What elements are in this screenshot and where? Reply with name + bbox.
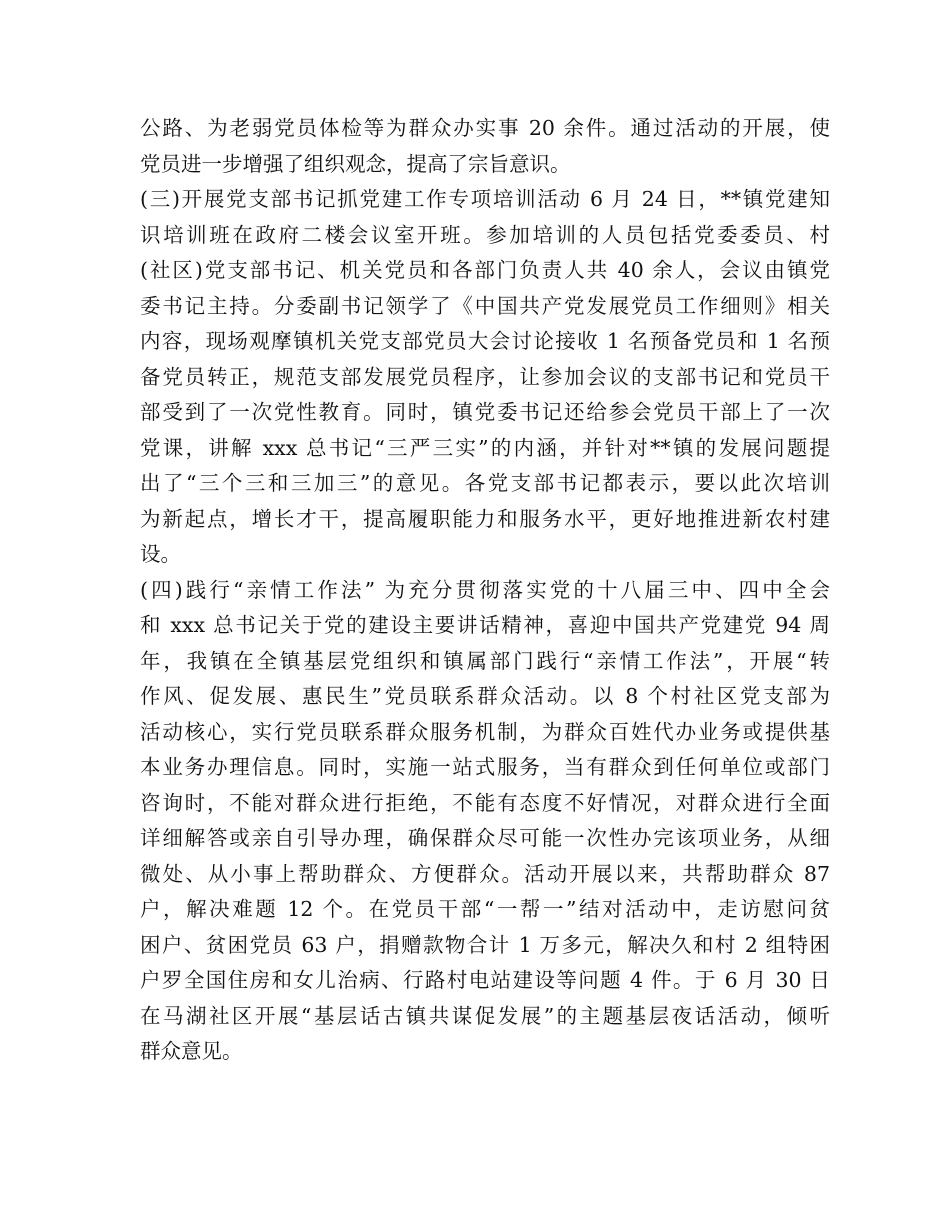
text-line: 内容，现场观摩镇机关党支部党员大会讨论接收 1 名预备党员和 1 名预 bbox=[140, 329, 830, 353]
text-line: 出了“三个三和三加三”的意见。各党支部书记都表示，要以此次培训 bbox=[140, 471, 830, 495]
text-line: 党员进一步增强了组织观念，提高了宗旨意识。 bbox=[140, 151, 571, 176]
text-line: 年，我镇在全镇基层党组织和镇属部门践行“亲情工作法”，开展“转 bbox=[140, 648, 830, 673]
text-line: 党课，讲解 xxx 总书记“三严三实”的内涵，并针对**镇的发展问题提 bbox=[140, 435, 830, 460]
text-line: 识培训班在政府二楼会议室开班。参加培训的人员包括党委委员、村 bbox=[140, 222, 830, 247]
text-line: 部受到了一次党性教育。同时，镇党委书记还给参会党员干部上了一次 bbox=[140, 400, 830, 424]
text-line: 备党员转正，规范支部发展党员程序，让参加会议的支部书记和党员干 bbox=[140, 364, 830, 389]
text-line: 本业务办理信息。同时，实施一站式服务，当有群众到任何单位或部门 bbox=[140, 755, 830, 779]
text-line: 群众意见。 bbox=[140, 1039, 243, 1063]
text-line: 和 xxx 总书记关于党的建设主要讲话精神，喜迎中国共产党建党 94 周 bbox=[140, 613, 830, 637]
text-line: 活动核心，实行党员联系群众服务机制，为群众百姓代办业务或提供基 bbox=[140, 719, 830, 744]
text-line: (社区)党支部书记、机关党员和各部门负责人共 40 余人，会议由镇党 bbox=[140, 258, 830, 282]
text-line: 作风、促发展、惠民生”党员联系群众活动。以 8 个村社区党支部为 bbox=[140, 684, 830, 708]
text-line: 微处、从小事上帮助群众、方便群众。活动开展以来，共帮助群众 87 bbox=[140, 861, 830, 886]
text-line: 户，解决难题 12 个。在党员干部“一帮一”结对活动中，走访慰问贫 bbox=[140, 897, 830, 921]
text-line: 在马湖社区开展“基层话古镇共谋促发展”的主题基层夜话活动，倾听 bbox=[140, 1003, 830, 1028]
text-line: 公路、为老弱党员体检等为群众办实事 20 余件。通过活动的开展，使 bbox=[140, 116, 830, 140]
text-line: 委书记主持。分委副书记领学了《中国共产党发展党员工作细则》相关 bbox=[140, 293, 830, 318]
text-line: (四)践行“亲情工作法” 为充分贯彻落实党的十八届三中、四中全会 bbox=[140, 577, 830, 602]
text-line: 户罗全国住房和女儿治病、行路村电站建设等问题 4 件。于 6 月 30 日 bbox=[140, 968, 830, 992]
text-line: (三)开展党支部书记抓党建工作专项培训活动 6 月 24 日，**镇党建知 bbox=[140, 187, 830, 211]
text-line: 咨询时，不能对群众进行拒绝，不能有态度不好情况，对群众进行全面 bbox=[140, 790, 830, 815]
body-text bbox=[140, 111, 830, 1070]
text-line: 设。 bbox=[140, 542, 181, 566]
text-line: 详细解答或亲自引导办理，确保群众尽可能一次性办完该项业务，从细 bbox=[140, 826, 830, 850]
text-line: 为新起点，增长才干，提高履职能力和服务水平，更好地推进新农村建 bbox=[140, 506, 830, 531]
text-line: 困户、贫困党员 63 户，捐赠款物合计 1 万多元，解决久和村 2 组特困 bbox=[140, 932, 830, 957]
